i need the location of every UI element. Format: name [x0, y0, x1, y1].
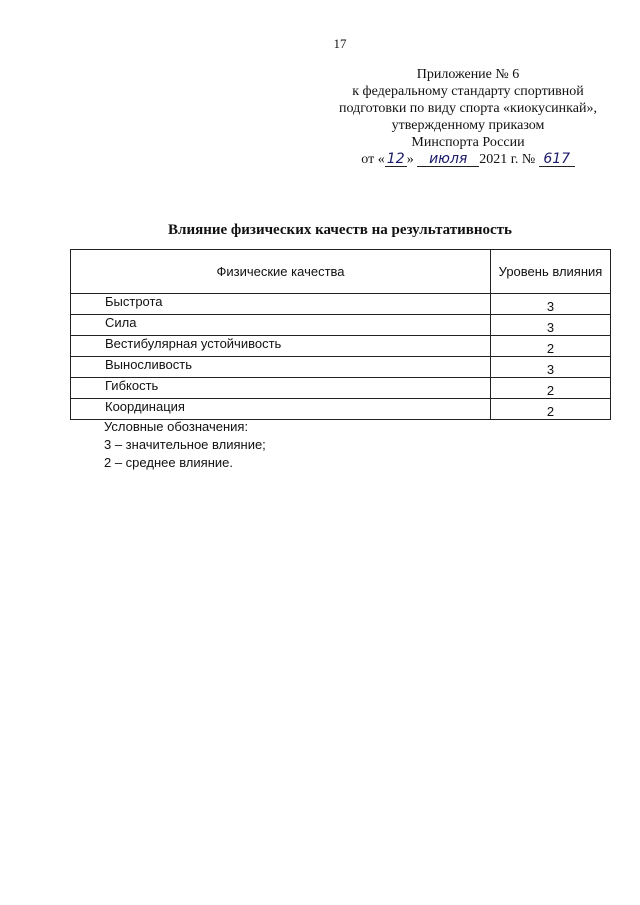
order-date-line: [318, 151, 618, 168]
appendix-number: Приложение № 6: [416, 67, 520, 82]
table-row: [71, 357, 611, 378]
quality-name: Выносливость: [105, 357, 192, 372]
column-header-level: Уровень влияния: [491, 250, 611, 294]
influence-level: 3: [546, 320, 555, 335]
quality-name: Быстрота: [105, 294, 163, 309]
table-row: [71, 294, 611, 315]
order-number-handwritten: 617: [539, 152, 575, 167]
column-header-quality: Физические качества: [71, 250, 491, 294]
quality-name: Вестибулярная устойчивость: [105, 336, 282, 351]
date-month-handwritten: июля: [417, 152, 479, 167]
date-prefix: от «: [361, 152, 385, 167]
appendix-line-2: к федеральному стандарту спортивной: [352, 84, 584, 99]
quality-name: Сила: [105, 315, 137, 330]
table-row: [71, 315, 611, 336]
appendix-line-3: подготовки по виду спорта «киокусинкай»,: [339, 101, 597, 116]
legend: [104, 418, 266, 472]
legend-title: Условные обозначения:: [104, 419, 249, 434]
date-year: 2021 г. №: [479, 152, 536, 167]
appendix-line-5: Минспорта России: [411, 135, 525, 150]
influence-level: 2: [546, 341, 555, 356]
table-row: [71, 399, 611, 420]
legend-item-2: 2 – среднее влияние.: [104, 455, 233, 470]
table-header-row: [71, 250, 611, 294]
table-row: [71, 336, 611, 357]
qualities-table: [70, 249, 611, 420]
date-sep: »: [406, 152, 414, 167]
influence-level: 3: [546, 362, 555, 377]
influence-level: 2: [546, 404, 555, 419]
date-day-handwritten: 12: [385, 152, 407, 167]
influence-level: 2: [546, 383, 555, 398]
legend-item-3: 3 – значительное влияние;: [104, 437, 266, 452]
appendix-line-4: утвержденному приказом: [391, 118, 545, 133]
table-row: [71, 378, 611, 399]
page-number: 17: [333, 36, 347, 51]
influence-level: 3: [546, 299, 555, 314]
quality-name: Координация: [105, 399, 185, 414]
appendix-header: [318, 66, 618, 168]
document-title: Влияние физических качеств на результативность: [168, 222, 512, 238]
quality-name: Гибкость: [105, 378, 159, 393]
